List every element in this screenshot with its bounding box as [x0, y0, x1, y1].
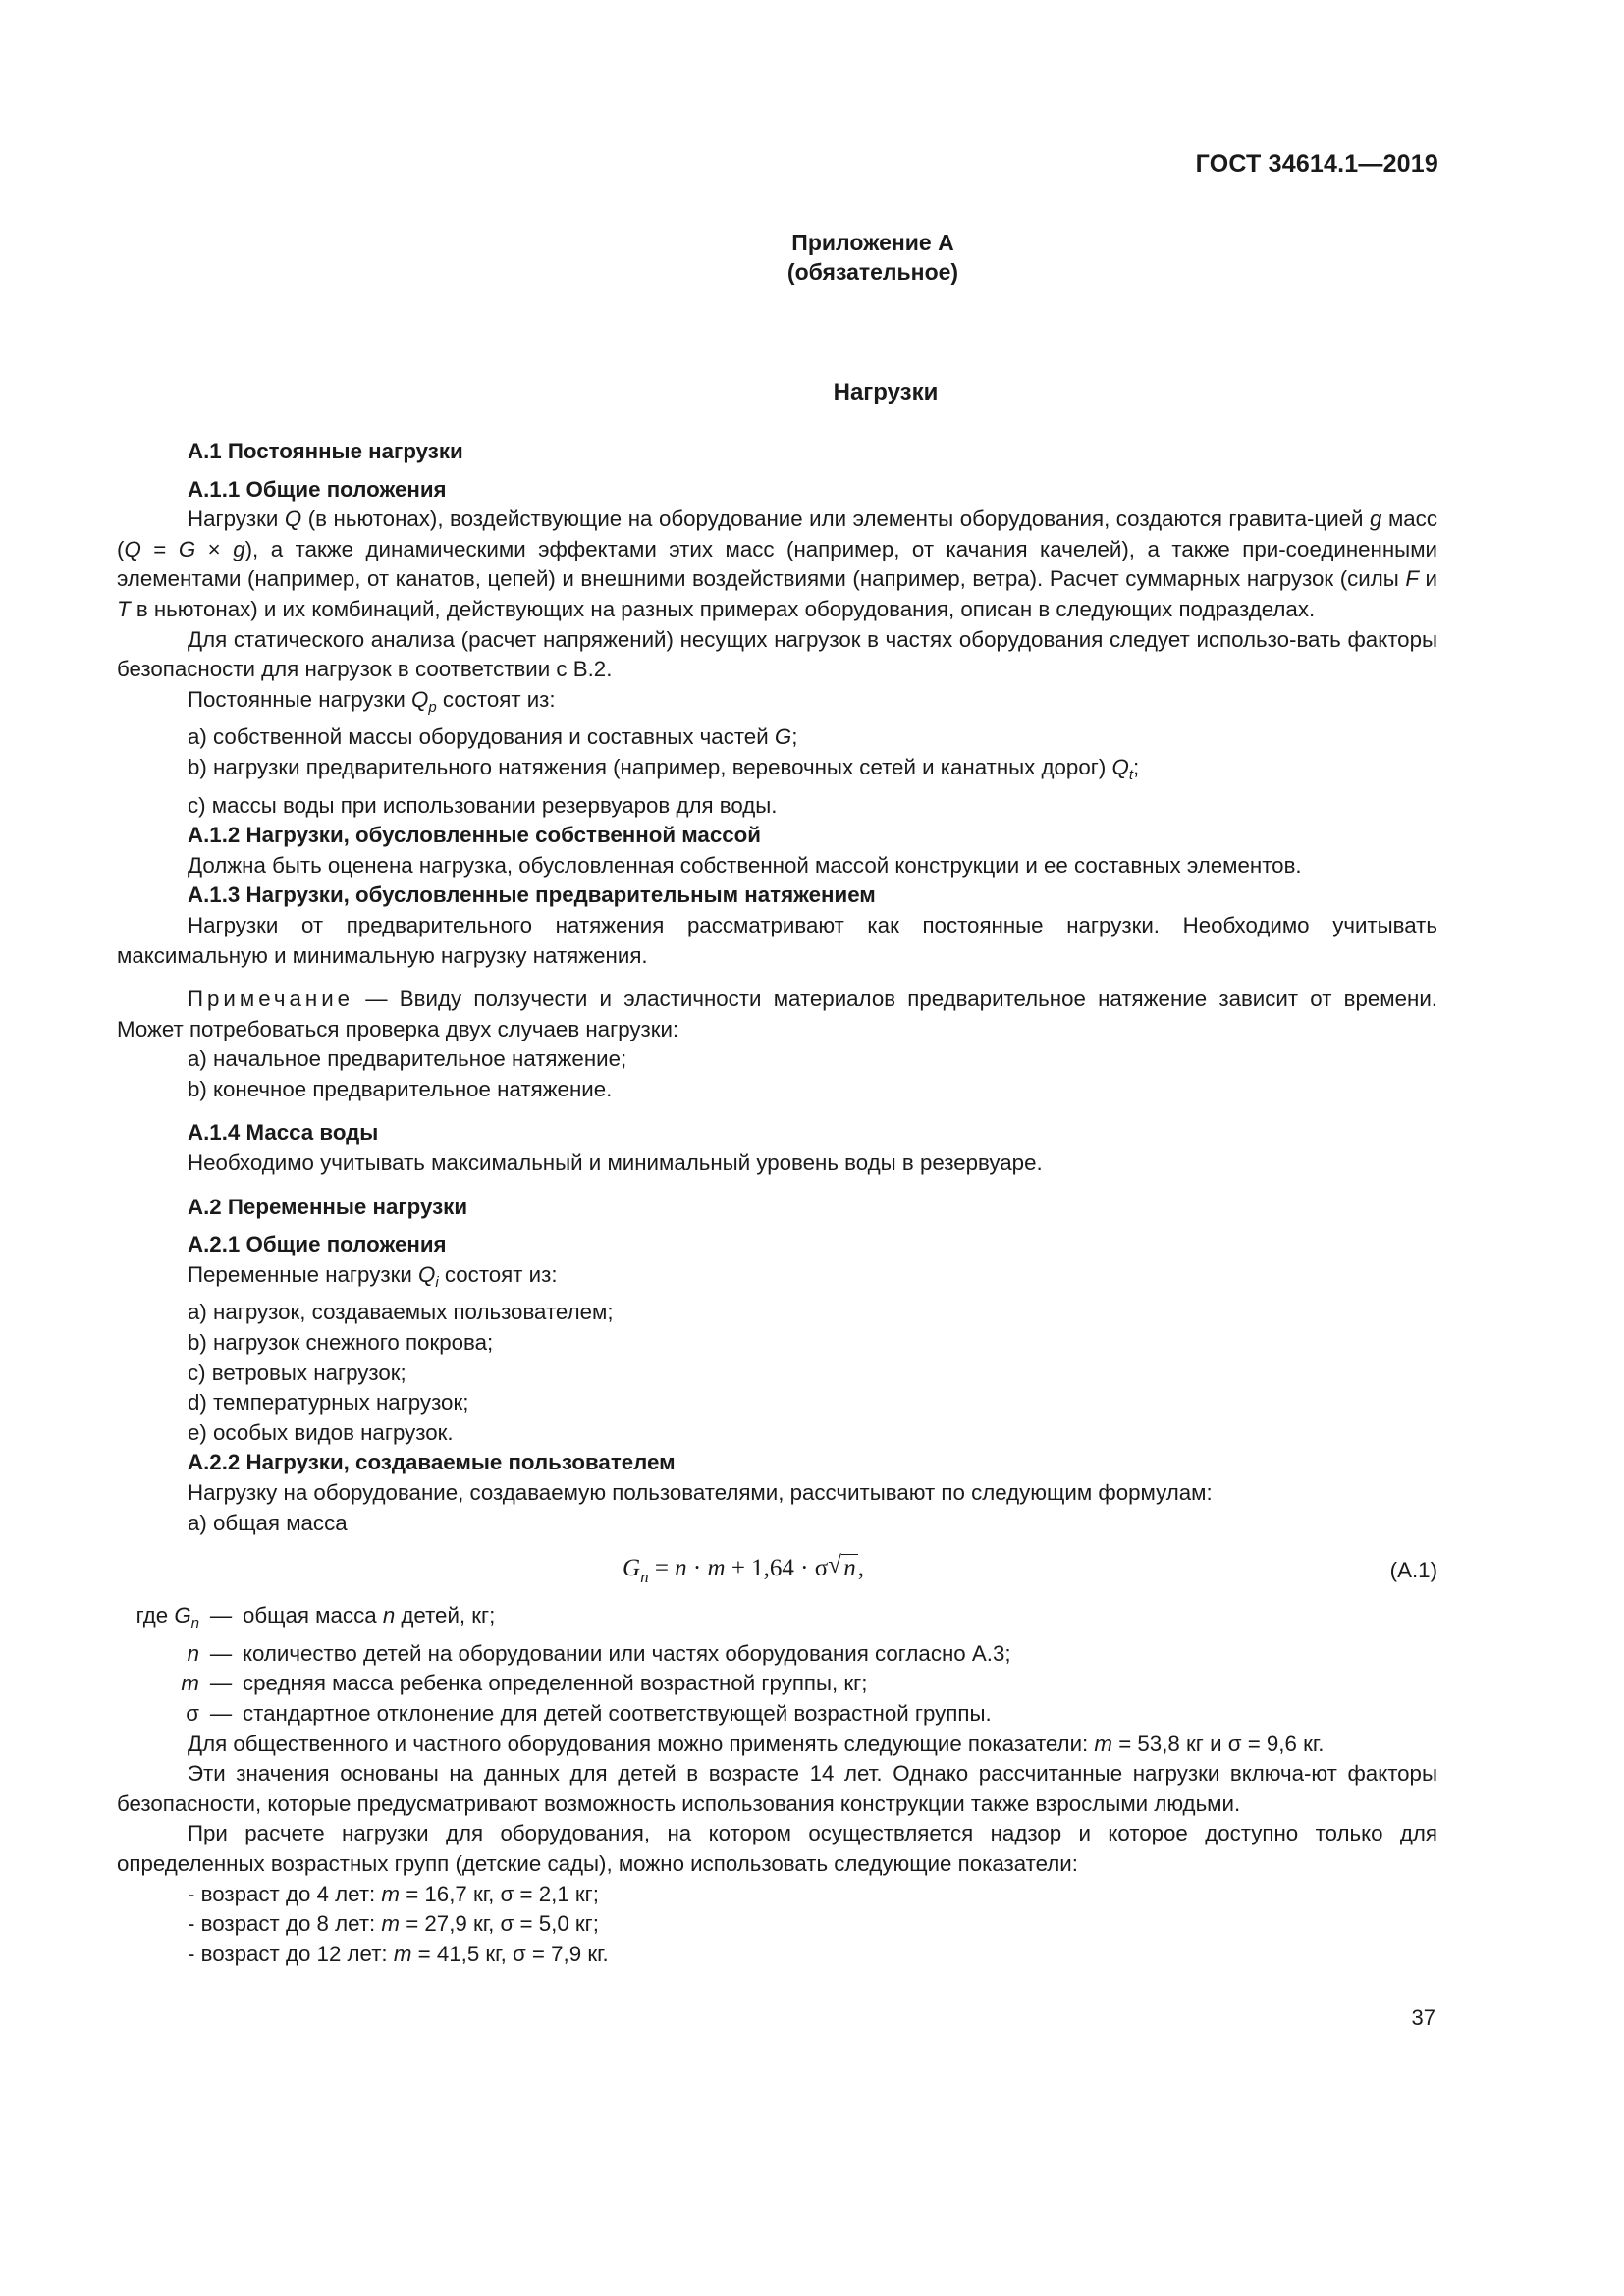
paragraph-basis: Эти значения основаны на данных для детей в возрасте 14 лет. Однако рассчитанные нагрузки включа-ют факторы безопасности, которые предусматривают возможность использования конструкции также взрослыми людьми. [117, 1761, 1437, 1816]
section-title: Нагрузки [833, 379, 939, 405]
list-item: e) особых видов нагрузок. [188, 1419, 454, 1445]
appendix-heading [0, 228, 1624, 287]
formula-expression: $G_n = n \cdot m + 1,64 \cdot \sigma$ √ n, [623, 1552, 864, 1587]
square-root: √ n [828, 1552, 856, 1582]
note-label: Примечание [188, 987, 354, 1012]
formula-legend [117, 1601, 1011, 1729]
list-item: - возраст до 4 лет: m = 16,7 кг, σ = 2,1 кг; [188, 1881, 600, 1906]
paragraph-a11-3: Постоянные нагрузки $Q_p$ состоят из: [188, 686, 556, 716]
legend-row: σ — стандартное отклонение для детей соответствующей возрастной группы. [186, 1700, 992, 1726]
list-item: a) нагрузок, создаваемых пользователем; [188, 1300, 614, 1325]
heading-a22: А.2.2 Нагрузки, создаваемые пользователем [188, 1450, 676, 1475]
body-text [117, 437, 1437, 1969]
appendix-title: Приложение А [791, 230, 954, 255]
paragraph-supervised: При расчете нагрузки для оборудования, на котором осуществляется надзор и которое доступно только для определенных возрастных групп (детские сады), можно использовать следующие показатели: [117, 1821, 1437, 1876]
list-item: d) температурных нагрузок; [188, 1390, 469, 1415]
list-item: b) нагрузок снежного покрова; [188, 1330, 494, 1356]
paragraph-a14: Необходимо учитывать максимальный и минимальный уровень воды в резервуаре. [188, 1150, 1043, 1176]
heading-a11: А.1.1 Общие положения [188, 476, 447, 502]
list-item: b) конечное предварительное натяжение. [188, 1076, 613, 1101]
list-item: a) начальное предварительное натяжение; [188, 1046, 627, 1072]
heading-a2: А.2 Переменные нагрузки [188, 1194, 468, 1219]
paragraph-a11-1: Нагрузки Q (в ньютонах), воздействующие на оборудование или элементы оборудования, создаются гравита-цией g масс (Q = G × g), а также динамическими эффектами этих масс (например, от качания качелей), а также при-соединенными элементами (например, от канатов, цепей) и внешними воздействиями (например, ветра). Расчет суммарных нагрузок (силы F и T в ньютонах) и их комбинаций, действующих на разных примерах оборудования, описан в следующих подразделах. [117, 507, 1437, 621]
page-number: 37 [1411, 2005, 1435, 2030]
list-item: a) собственной массы оборудования и составных частей G; [188, 724, 798, 750]
list-item: a) общая масса [188, 1510, 348, 1535]
heading-a14: А.1.4 Масса воды [188, 1120, 379, 1146]
standard-code: ГОСТ 34614.1—2019 [1195, 150, 1438, 178]
note: Примечание — Ввиду ползучести и эластичности материалов предварительное натяжение зависит от времени. Может потребоваться проверка двух случаев нагрузки: [117, 987, 1437, 1041]
heading-a21: А.2.1 Общие положения [188, 1232, 447, 1257]
heading-a13: А.1.3 Нагрузки, обусловленные предварительным натяжением [188, 882, 876, 908]
legend-row: где $G_n$ — общая масса n детей, кг; [135, 1603, 496, 1632]
legend-row: n — количество детей на оборудовании или частях оборудования согласно А.3; [187, 1640, 1011, 1666]
list-item: c) ветровых нагрузок; [188, 1360, 406, 1385]
formula-a1 [117, 1546, 1437, 1595]
paragraph-a12: Должна быть оценена нагрузка, обусловленная собственной массой конструкции и ее составных элементов. [188, 852, 1302, 878]
paragraph-a21: Переменные нагрузки $Q_i$ состоят из: [188, 1261, 558, 1291]
list-item: - возраст до 8 лет: m = 27,9 кг, σ = 5,0 кг; [188, 1911, 600, 1937]
list-item: b) нагрузки предварительного натяжения (например, веревочных сетей и канатных дорог) $Q_t$; [188, 754, 1140, 783]
paragraph-a13: Нагрузки от предварительного натяжения рассматривают как постоянные нагрузки. Необходимо учитывать максимальную и минимальную нагрузку натяжения. [117, 912, 1437, 968]
paragraph-a11-2: Для статического анализа (расчет напряжений) несущих нагрузок в частях оборудования следует использо-вать факторы безопасности для нагрузок в соответствии с В.2. [117, 626, 1437, 682]
appendix-subtitle: (обязательное) [786, 259, 959, 285]
list-item: c) массы воды при использовании резервуаров для воды. [188, 792, 778, 818]
heading-a1: А.1 Постоянные нагрузки [188, 439, 463, 463]
list-item: - возраст до 12 лет: m = 41,5 кг, σ = 7,9 кг. [188, 1941, 609, 1966]
legend-row: m — средняя масса ребенка определенной возрастной группы, кг; [181, 1671, 868, 1696]
heading-a12: А.1.2 Нагрузки, обусловленные собственной массой [188, 823, 761, 848]
paragraph-values: Для общественного и частного оборудования можно применять следующие показатели: m = 53,8 кг и σ = 9,6 кг. [188, 1731, 1325, 1756]
paragraph-a22: Нагрузку на оборудование, создаваемую пользователями, рассчитывают по следующим формулам: [188, 1480, 1213, 1505]
formula-number: (А.1) [1389, 1558, 1437, 1583]
